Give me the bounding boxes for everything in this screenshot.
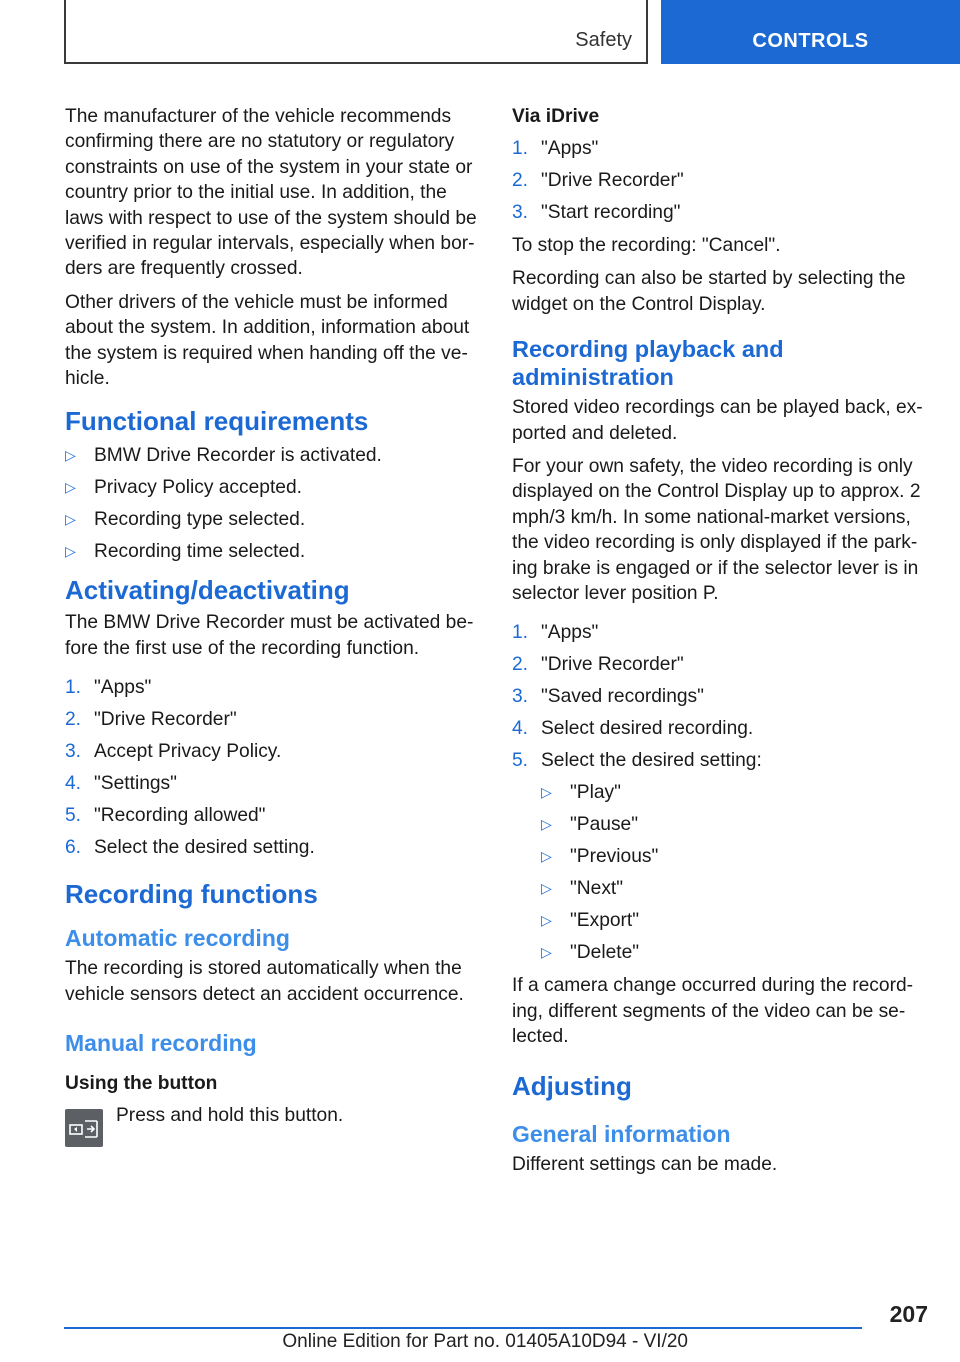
adjusting-heading: Adjusting — [512, 1070, 632, 1101]
edition-text: Online Edition for Part no. 01405A10D94 - VI/20 — [282, 1331, 688, 1352]
button-instruction-text: Press and hold this button. — [116, 1105, 344, 1127]
automatic-recording-heading: Automatic recording — [65, 925, 290, 952]
list-item: ▷ "Delete" — [541, 942, 640, 964]
triangle-bullet-icon: ▷ — [65, 479, 76, 496]
activating-heading: Activating/deactivating — [65, 575, 350, 606]
playback-steps — [512, 620, 932, 773]
list-item: ▷ "Previous" — [541, 846, 659, 868]
triangle-bullet-icon: ▷ — [65, 447, 76, 464]
list-item: 4. Select desired recording. — [512, 718, 754, 740]
triangle-bullet-icon: ▷ — [541, 880, 552, 897]
list-item: 3. "Saved recordings" — [512, 686, 704, 708]
triangle-bullet-icon: ▷ — [541, 848, 552, 865]
playback-text-1: Stored video recordings can be played back, exported and deleted. — [512, 397, 923, 444]
list-item: 2. "Drive Recorder" — [65, 709, 237, 731]
list-item: 1. "Apps" — [65, 677, 152, 699]
list-item: ▷ Recording type selected. — [65, 509, 306, 531]
activating-steps — [65, 675, 480, 860]
idrive-steps — [512, 136, 932, 225]
camera-change-text: If a camera change occurred during the recording, different segments of the video can be selected. — [512, 975, 914, 1048]
via-idrive-subheading: Via iDrive — [512, 106, 600, 127]
functional-requirements-heading: Functional requirements — [65, 406, 369, 437]
using-button-subheading: Using the button — [65, 1073, 218, 1095]
page-number: 207 — [889, 1301, 928, 1327]
list-item: 2. "Drive Recorder" — [512, 654, 684, 676]
automatic-recording-text: The recording is stored automatically when the vehicle sensors detect an accident occurrence. — [65, 958, 464, 1005]
list-item: 6. Select the desired setting. — [65, 837, 315, 859]
stop-recording-text: To stop the recording: "Cancel". — [512, 235, 781, 256]
triangle-bullet-icon: ▷ — [541, 784, 552, 801]
manual-recording-heading: Manual recording — [65, 1030, 257, 1057]
section-title: Safety — [575, 29, 632, 51]
list-item: 3. "Start recording" — [512, 202, 681, 223]
chapter-title: CONTROLS — [752, 29, 869, 52]
list-item: 2. "Drive Recorder" — [512, 170, 684, 191]
list-item: 3. Accept Privacy Policy. — [65, 741, 282, 763]
functional-requirements-list — [65, 443, 480, 564]
triangle-bullet-icon: ▷ — [541, 816, 552, 833]
list-item: 5. Select the desired setting: — [512, 750, 762, 772]
list-item: ▷ "Export" — [541, 910, 640, 932]
list-item: 1. "Apps" — [512, 138, 599, 159]
list-item: 1. "Apps" — [512, 622, 599, 644]
chapter-tab — [661, 0, 960, 64]
widget-text: Recording can also be started by selecting the widget on the Control Display. — [512, 268, 906, 315]
drive-recorder-button-icon — [65, 1109, 103, 1147]
intro-paragraph-1: The manufacturer of the vehicle recommends confirming there are no statutory or regulatory constraints on use of the system in your state or country prior to the initial use. In addition, the laws with respect to use of the system should be verified in regular intervals, especially when borders are frequently crossed. — [65, 106, 477, 280]
triangle-bullet-icon: ▷ — [65, 511, 76, 528]
footer-divider — [64, 1327, 862, 1329]
playback-heading: Recording playback and administration — [512, 336, 784, 391]
list-item: ▷ "Play" — [541, 782, 621, 804]
general-information-text: Different settings can be made. — [512, 1153, 778, 1175]
list-item: ▷ BMW Drive Recorder is activated. — [65, 445, 382, 467]
triangle-bullet-icon: ▷ — [65, 543, 76, 560]
recording-functions-heading: Recording functions — [65, 879, 318, 910]
left-column — [65, 104, 480, 1147]
list-item: 5. "Recording allowed" — [65, 805, 266, 827]
button-instruction — [65, 1103, 480, 1147]
list-item: ▷ Recording time selected. — [65, 541, 306, 563]
playback-options — [512, 780, 932, 965]
header-frame — [64, 0, 648, 64]
general-information-heading: General information — [512, 1120, 731, 1147]
activating-text: The BMW Drive Recorder must be activated before the first use of the recording function. — [65, 612, 474, 659]
right-column — [512, 104, 932, 1185]
playback-text-2: For your own safety, the video recording is only displayed on the Control Display up to approx. 2 mph/3 km/h. In some national-market versions, the video recording is only displayed if the parking brake is engaged or if the selector lever is in selector lever position P. — [512, 456, 921, 605]
triangle-bullet-icon: ▷ — [541, 912, 552, 929]
list-item: ▷ "Pause" — [541, 814, 639, 836]
list-item: 4. "Settings" — [65, 773, 177, 795]
intro-paragraph-2: Other drivers of the vehicle must be informed about the system. In addition, information about the system is required when handing off the vehicle. — [65, 291, 470, 390]
list-item: ▷ "Next" — [541, 878, 624, 900]
list-item: ▷ Privacy Policy accepted. — [65, 477, 302, 499]
triangle-bullet-icon: ▷ — [541, 944, 552, 961]
